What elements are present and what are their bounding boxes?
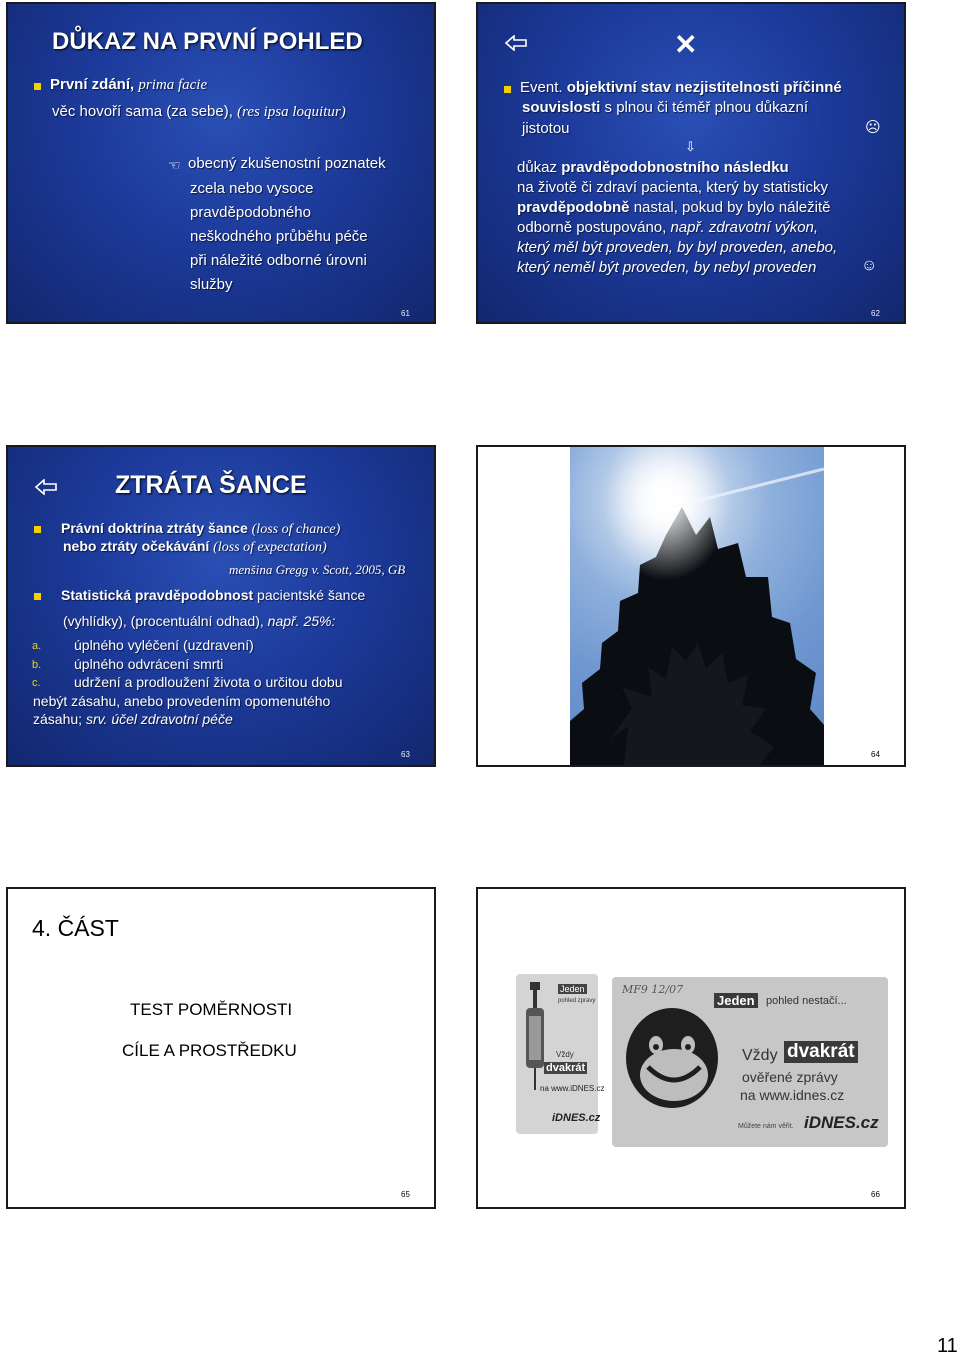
slide-text: důkaz pravděpodobnostního následku xyxy=(517,159,789,176)
slide-text: věc hovoří sama (za sebe), (res ipsa loquitur) xyxy=(52,103,346,120)
syringe-illustration xyxy=(520,982,550,1092)
sad-face-icon: ☹ xyxy=(865,119,881,136)
slide-number: 66 xyxy=(871,1190,880,1199)
spruce-silhouette xyxy=(570,447,824,765)
ad-dvakrat: dvakrát xyxy=(546,1062,586,1074)
handwritten-note: MF9 12/07 xyxy=(622,983,684,996)
list-item: úplného odvrácení smrti xyxy=(74,656,224,672)
pointing-hand-icon: ☜ xyxy=(168,157,181,173)
list-label: a. xyxy=(32,640,42,652)
list-label: c. xyxy=(32,677,41,689)
slide-text: který neměl být proveden, by nebyl proveden xyxy=(517,259,817,276)
slide-65 xyxy=(6,887,436,1209)
slide-title: ZTRÁTA ŠANCE xyxy=(115,471,307,499)
newspaper-ad xyxy=(612,977,888,1147)
slide-text: TEST POMĚRNOSTI xyxy=(130,1000,293,1019)
ad-vzdy: Vždy xyxy=(742,1047,778,1064)
slide-text: menšina Gregg v. Scott, 2005, GB xyxy=(229,562,406,577)
ad-line2: ověřené zprávy xyxy=(742,1069,838,1085)
list-item: úplného vyléčení (uzdravení) xyxy=(74,637,254,653)
close-icon: ✕ xyxy=(674,29,698,60)
back-arrow-icon xyxy=(35,479,57,495)
slide-text: nebo ztráty očekávání (loss of expectation) xyxy=(63,538,327,555)
ad-vzdy: Vždy xyxy=(556,1050,574,1059)
newspaper-ad xyxy=(516,974,605,1134)
ad-headline: pohled nestačí... xyxy=(766,995,847,1007)
down-arrow-icon: ⇩ xyxy=(685,139,696,154)
face-illustration xyxy=(622,1003,722,1113)
ad-jeden: Jeden xyxy=(560,984,585,994)
ad-small-text: Můžete nám věřit. xyxy=(738,1123,794,1130)
ad-url: na www.iDNES.cz xyxy=(540,1084,605,1093)
slide-text: neškodného průběhu péče xyxy=(190,228,368,245)
bullet-icon xyxy=(34,526,41,533)
smiley-icon: ☺ xyxy=(861,257,878,274)
ad-jeden: Jeden xyxy=(714,993,758,1008)
slide-text: zásahu; srv. účel zdravotní péče xyxy=(33,711,233,727)
bullet-icon xyxy=(504,86,511,93)
slide-text: (vyhlídky), (procentuální odhad), např. 25%: xyxy=(63,613,336,629)
slide-number: 65 xyxy=(401,1190,410,1199)
slide-text: Statistická pravděpodobnost pacientské šance xyxy=(61,587,366,603)
slide-number: 61 xyxy=(401,309,410,318)
ad-small-text: pohled zpravy xyxy=(558,998,596,1004)
idnes-logo: iDNES.cz xyxy=(552,1112,601,1124)
slide-text: který měl být proveden, by byl proveden, anebo, xyxy=(517,239,838,256)
slide-61 xyxy=(6,2,436,324)
idnes-logo: iDNES.cz xyxy=(804,1113,879,1132)
ad-dvakrat: dvakrát xyxy=(784,1041,858,1063)
slide-text: pravděpodobně nastal, pokud by bylo náležitě xyxy=(517,199,831,216)
slide-text: Právní doktrína ztráty šance (loss of chance) xyxy=(61,520,341,537)
list-item: udržení a prodloužení života o určitou dobu xyxy=(74,674,343,690)
slide-number: 63 xyxy=(401,750,410,759)
slide-text: obecný zkušenostní poznatek xyxy=(188,155,386,172)
tree-photo xyxy=(570,447,824,765)
slide-text: při náležité odborné úrovni xyxy=(190,252,367,269)
list-label: b. xyxy=(32,659,42,671)
slide-63 xyxy=(6,445,436,767)
slide-text: zcela nebo vysoce xyxy=(190,180,314,197)
slide-title: 4. ČÁST xyxy=(32,915,119,941)
slide-62 xyxy=(476,2,906,324)
slide-title: DŮKAZ NA PRVNÍ POHLED xyxy=(52,28,363,55)
slide-64 xyxy=(476,445,906,767)
slide-text: služby xyxy=(190,276,233,293)
slide-number: 64 xyxy=(871,750,880,759)
back-arrow-icon xyxy=(505,35,527,51)
page-number: 11 xyxy=(937,1335,958,1357)
slide-number: 62 xyxy=(871,309,880,318)
slide-text: souvislosti s plnou či téměř plnou důkazní xyxy=(522,99,808,116)
slide-text: odborně postupováno, např. zdravotní výkon, xyxy=(517,219,819,236)
slide-text: První zdání, prima facie xyxy=(50,76,208,93)
bullet-icon xyxy=(34,593,41,600)
slide-66 xyxy=(476,887,906,1209)
slide-text: na životě či zdraví pacienta, který by statisticky xyxy=(517,179,828,196)
slide-text: pravděpodobného xyxy=(190,204,311,221)
bullet-icon xyxy=(34,83,41,90)
slide-text: Event. objektivní stav nezjistitelnosti příčinné xyxy=(520,79,842,96)
ad-url: na www.idnes.cz xyxy=(740,1087,845,1103)
slide-text: nebýt zásahu, anebo provedením opomenutého xyxy=(33,693,331,709)
slide-text: jistotou xyxy=(522,120,570,137)
slide-text: CÍLE A PROSTŘEDKU xyxy=(122,1041,297,1060)
